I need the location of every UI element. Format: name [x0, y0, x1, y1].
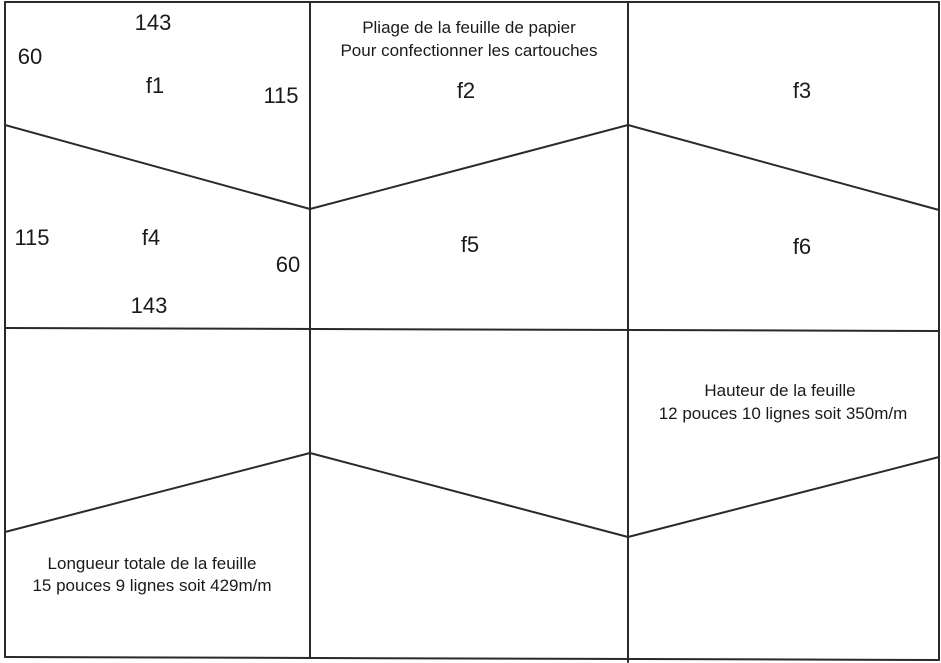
f4-dimension-bottom: 143 [130, 293, 168, 318]
height-note-line-2: 12 pouces 10 lignes soit 350m/m [658, 404, 908, 423]
face-label-f6: f6 [792, 234, 812, 259]
f1-dimension-left: 60 [17, 44, 43, 69]
face-label-f1: f1 [145, 73, 165, 98]
length-note-line-1: Longueur totale de la feuille [47, 554, 257, 573]
sheet-bottom-edge [5, 657, 939, 660]
face-label-f5: f5 [460, 232, 480, 257]
face-label-f4: f4 [141, 225, 161, 250]
f1-dimension-right: 115 [263, 83, 299, 108]
diagram-title-line-2: Pour confectionner les cartouches [340, 41, 598, 60]
length-note-line-2: 15 pouces 9 lignes soit 429m/m [32, 576, 272, 595]
height-note-line-1: Hauteur de la feuille [704, 381, 856, 400]
face-label-f2: f2 [456, 78, 476, 103]
lower-zigzag-fold [5, 453, 939, 537]
f4-dimension-right: 60 [275, 252, 301, 277]
face-label-f3: f3 [792, 78, 812, 103]
horizontal-fold-middle [5, 328, 939, 331]
upper-zigzag-fold [5, 125, 939, 210]
f4-dimension-left: 115 [14, 225, 50, 250]
f1-dimension-top: 143 [134, 10, 172, 35]
diagram-title-line-1: Pliage de la feuille de papier [362, 18, 576, 37]
